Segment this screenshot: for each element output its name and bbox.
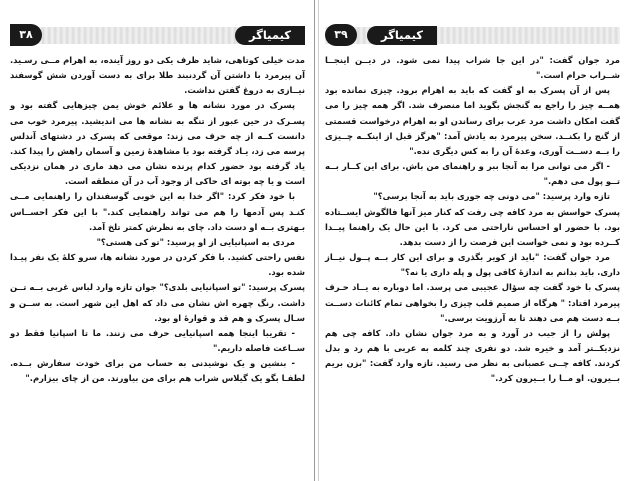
- page-number: ۳۸: [10, 24, 42, 46]
- paragraph: پسرک در مورد نشانه ها و علائم خوش یمن چیزهایی گفته بود و پسـرک در حین عبور از تنگه به نشانه ها می اندیشید. پیرمرد خوب می دانست کــه از چه حرف می زند: موقعی که پسرک در دشتهای آندلس پرسه می زد، یـاد گرفته بود با مشاهدهٔ زمین و آسمان راهش را پیدا کند. یاد گرفته بود حضور کدام پرنده نشان می دهد ماری در همان نزدیکی است و یا چه بوته ای حاکی از وجود آب در آن منطقه است.: [10, 100, 305, 187]
- book-title: کیمیاگر: [367, 26, 437, 45]
- page-gutter-shadow: [318, 0, 319, 481]
- paragraph: مردی به اسپانیایی از او پرسید: "تو کی هستی؟": [96, 236, 295, 247]
- paragraph: پسرک پرسید: "تو اسپانیایی بلدی؟" جوان تازه وارد لباس غربی بــه تــن داشت. رنگ چهره اش نشان می داد که اهل این شهر است. به ســن و سـال پسرک و هم قد و قوارهٔ او بود.: [10, 282, 305, 323]
- page-gutter: [314, 0, 315, 481]
- page-number: ۳۹: [325, 24, 357, 46]
- paragraph: مرد جوان گفت: "باید از کویر بگذری و برای این کار بــه پــول نیــاز داری. باید بدانم به اندازهٔ کافی پول و پله داری یا نه؟": [325, 252, 620, 278]
- running-header: [10, 22, 305, 49]
- paragraph: مدت خیلی کوتاهی، شاید ظرف یکی دو روز آینده، به اهرام مــی رسـید. آن پیرمرد با داشتن آن گردنبند طلا برای به دست آوردن شش گوسفند نیــازی به دروغ گفتن نداشت.: [10, 55, 305, 96]
- paragraph: پس از آن پسرک به او گفت که باید به اهرام برود. چیزی نمانده بود همــه چیز را راجع به گنجش بگوید اما منصرف شد. اگر همه چیز را می گفت امکان داشت مرد عرب برای رساندن او به اهرام درخواست قسمتی از گنج را بکنــد. سخن پیرمرد به یادش آمد: "هرگز قبل از اینکــه چــیزی را بــه دســت آوری، وعدهٔ آن را به کس دیگری نده.": [325, 85, 620, 156]
- paragraph: پولش را از جیب در آورد و به مرد جوان نشان داد. کافه چی هم نزدیکــتر آمد و خیره شد. دو نفری چند کلمه به عربی با هم رد و بدل کردند. کافه چــی عصبانی به نظر می رسید. تازه وارد گفت: "بزن بریم بــیرون. او مــا را بــیرون کرد.": [325, 327, 620, 384]
- right-page: [325, 22, 620, 477]
- paragraph: پسرک با خود گفت چه سؤال عجیبی می پرسد. اما دوباره به یــاد حـرف پیرمرد افتاد: " هرگاه از صمیم قلب چیزی را بخواهی تمام کائنات دســت بــه دست هم می دهند تا به آرزویت برسی.": [325, 282, 620, 323]
- left-page: [10, 22, 305, 477]
- book-title: کیمیاگر: [235, 26, 305, 45]
- paragraph: - تقریبا اینجا همه اسپانیایی حرف می زنند. ما تا اسپانیا فقط دو ســاعت فاصله داریم.": [10, 327, 305, 353]
- paragraph: با خود فکر کرد: "اگر خدا به این خوبی گوسفندان را راهنمایی مــی کنـد پس آدمها را هم می تواند راهنمایی کند." با این فکر احســاس بـهتری بــه او دست داد. چای به نظرش کمتر تلخ آمد.: [10, 191, 305, 232]
- paragraph: - اگر می توانی مرا به آنجا ببر و راهنمای من باش. برای این کــار بــه تــو پول می دهم.": [325, 161, 620, 187]
- paragraph: پسرک حواسش به مرد کافه چی رفت که کنار میز آنها فالگوش ایســتاده بود. با حضور او احساس ناراحتی می کرد. با این حال یک راهنما پیــدا کــرده بود و نمی خواست این فرصت را از دست بدهد.: [325, 206, 620, 247]
- paragraph: - بنشین و یک نوشیدنی به حساب من برای خودت سفارش بــده. لطفـا بگو یک گیلاس شراب هم برای من بیاورند. من از چای بیزارم.": [10, 358, 305, 384]
- page-body-text: [10, 53, 305, 386]
- paragraph: مرد جوان گفت: "در این جا شراب پیدا نمی شود. در دیــن اینجــا شــراب حرام است.": [325, 55, 620, 81]
- paragraph: تازه وارد پرسید: "می دونی چه جوری باید به آنجا برسی؟": [373, 191, 610, 202]
- running-header: [325, 22, 620, 49]
- paragraph: نفس راحتی کشید. با فکر کردن در مورد نشانه ها، سرو کلهٔ یک نفر پیـدا شده بود.: [10, 252, 305, 278]
- page-body-text: [325, 53, 620, 386]
